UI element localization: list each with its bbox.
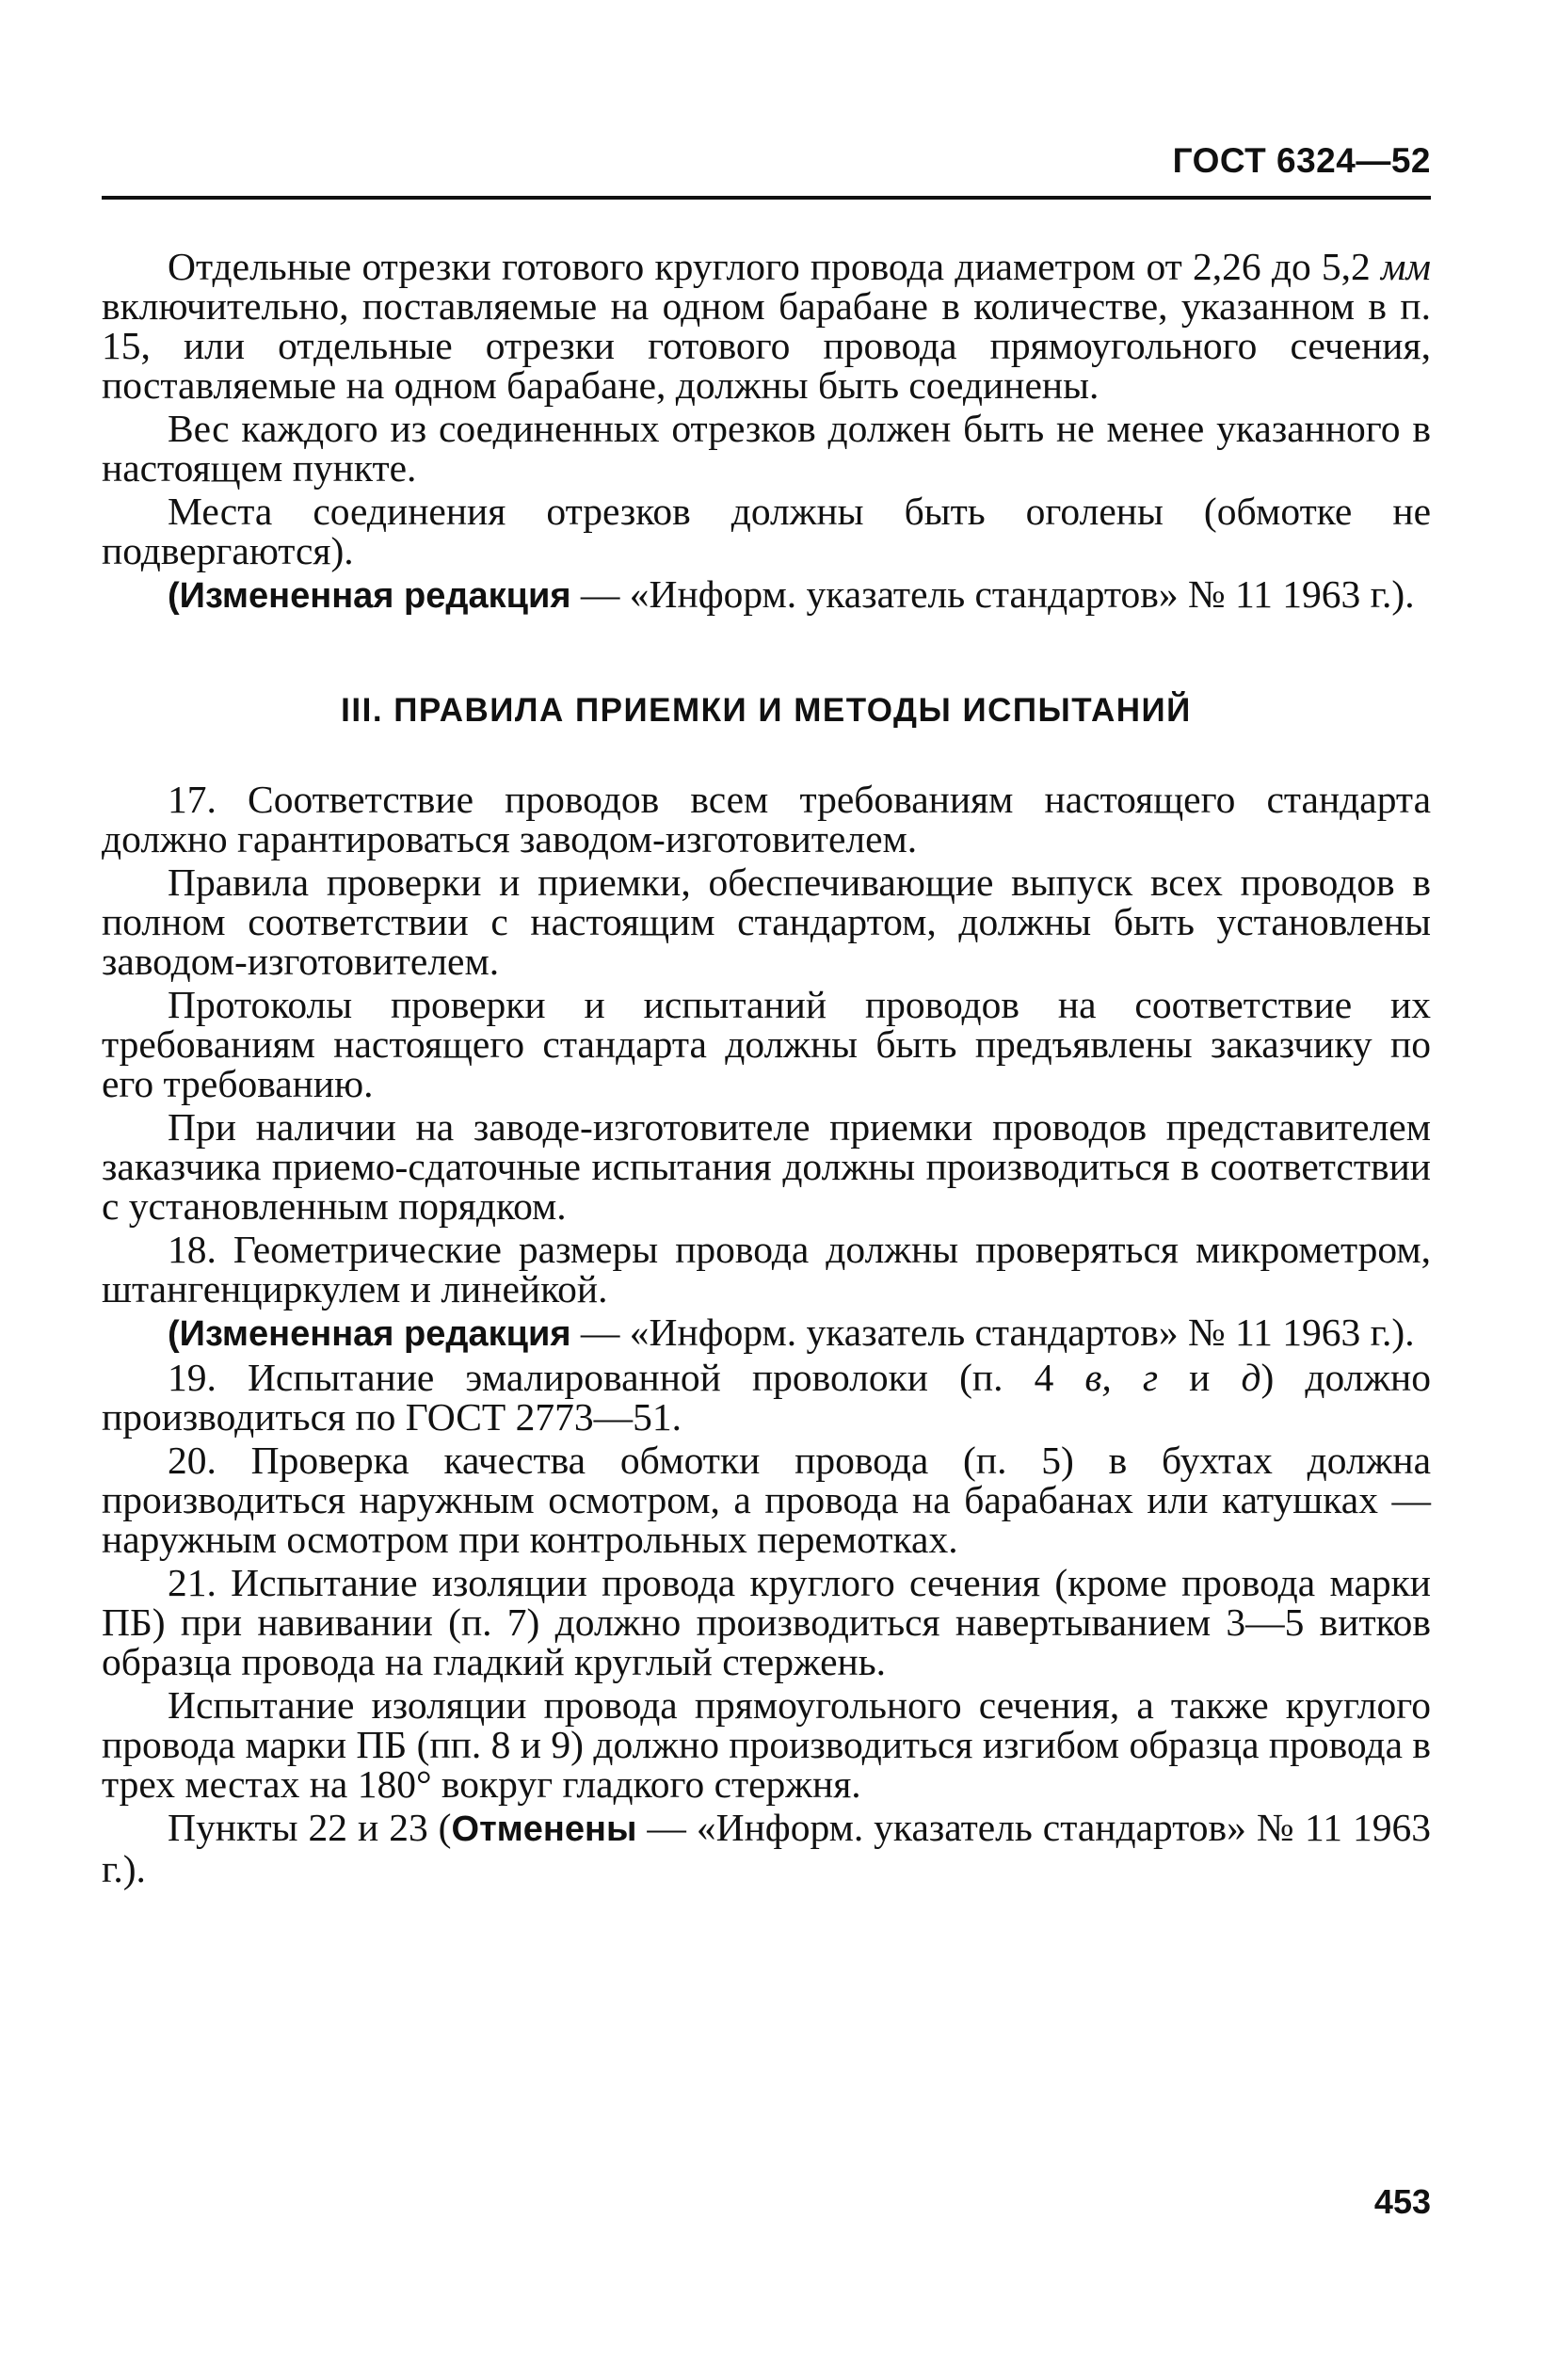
paragraph-21-rect: Испытание изоляции провода прямоугольного сечения, а также круглого провода марки ПБ (пп. 8 и 9) должно производиться изгибом образца провода в трех местах на 180° вокруг гладкого стержня. (102, 1683, 1431, 1806)
header-rule (102, 196, 1431, 200)
italic-letter: д (1241, 1356, 1261, 1399)
text-run: ) должно производиться по ГОСТ 2773—51. (102, 1356, 1432, 1439)
paragraph-17-rules: Правила проверки и приемки, обеспечивающие выпуск всех проводов в полном соответствии с настоящим стандартом, должны быть установлены заводом-изготовителем. (102, 860, 1431, 983)
page-number: 453 (1373, 2182, 1431, 2221)
text-run: включительно, поставляемые на одном барабане в количестве, указанном в п. 15, или отдельные отрезки готового провода прямоугольного сечения, поставляемые на одном барабане, должны быть соединены. (102, 284, 1431, 407)
paragraph-17-customer: При наличии на заводе-изготовителе приемки проводов представителем заказчика приемо-сдаточные испытания должны производиться в соответствии с установленным порядком. (102, 1105, 1431, 1228)
text-run: Отдельные отрезки готового круглого провода диаметром от 2,26 до 5,2 (168, 245, 1382, 288)
italic-letters: в, г (1084, 1356, 1159, 1399)
paragraph-weight: Вес каждого из соединенных отрезков должен быть не менее указанного в настоящем пункте. (102, 407, 1431, 490)
edit-note-label: (Измененная редакция (168, 1314, 571, 1354)
text-run: Пункты 22 и 23 ( (168, 1806, 452, 1849)
unit-mm: мм (1381, 245, 1431, 288)
edit-note-text: — «Информ. указатель стандартов» № 11 1963 г.). (570, 1311, 1415, 1354)
section-title: III. ПРАВИЛА ПРИЕМКИ И МЕТОДЫ ИСПЫТАНИЙ (341, 692, 1192, 729)
cancelled-label: Отменены (451, 1809, 637, 1849)
text-run: — «Информ. указатель стандартов» № 11 1963 г.). (102, 1806, 1431, 1890)
paragraph-segments (102, 247, 1431, 405)
paragraph-joints: Места соединения отрезков должны быть оголены (обмотке не подвергаются). (102, 490, 1431, 572)
document-body (102, 247, 1431, 1892)
paragraph-22-23 (102, 1808, 1431, 1889)
document-header-title: ГОСТ 6324—52 (1172, 141, 1431, 180)
edit-note (102, 574, 1431, 616)
edit-note-text: — «Информ. указатель стандартов» № 11 1963 г.). (570, 572, 1415, 616)
paragraph-17-protocols: Протоколы проверки и испытаний проводов на соответствие их требованиям настоящего стандарта должны быть предъявлены заказчику по его требованию. (102, 983, 1431, 1105)
edit-note (102, 1312, 1431, 1354)
paragraph-18: 18. Геометрические размеры провода должны проверяться микрометром, штангенциркулем и линейкой. (102, 1228, 1431, 1311)
paragraph-17: 17. Соответствие проводов всем требованиям настоящего стандарта должно гарантироваться заводом-изготовителем. (102, 778, 1431, 860)
paragraph-19 (102, 1358, 1431, 1437)
text-run: 19. Испытание эмалированной проволоки (п. 4 (168, 1356, 1085, 1399)
text-run: и (1158, 1356, 1242, 1399)
paragraph-20: 20. Проверка качества обмотки провода (п. 5) в бухтах должна производиться наружным осмотром, а провода на барабанах или катушках — наружным осмотром при контрольных перемотках. (102, 1439, 1431, 1561)
edit-note-label: (Измененная редакция (168, 576, 571, 616)
paragraph-21: 21. Испытание изоляции провода круглого сечения (кроме провода марки ПБ) при навивании (п. 7) должно производиться навертыванием 3—5 витков образца провода на гладкий круглый стержень. (102, 1561, 1431, 1683)
